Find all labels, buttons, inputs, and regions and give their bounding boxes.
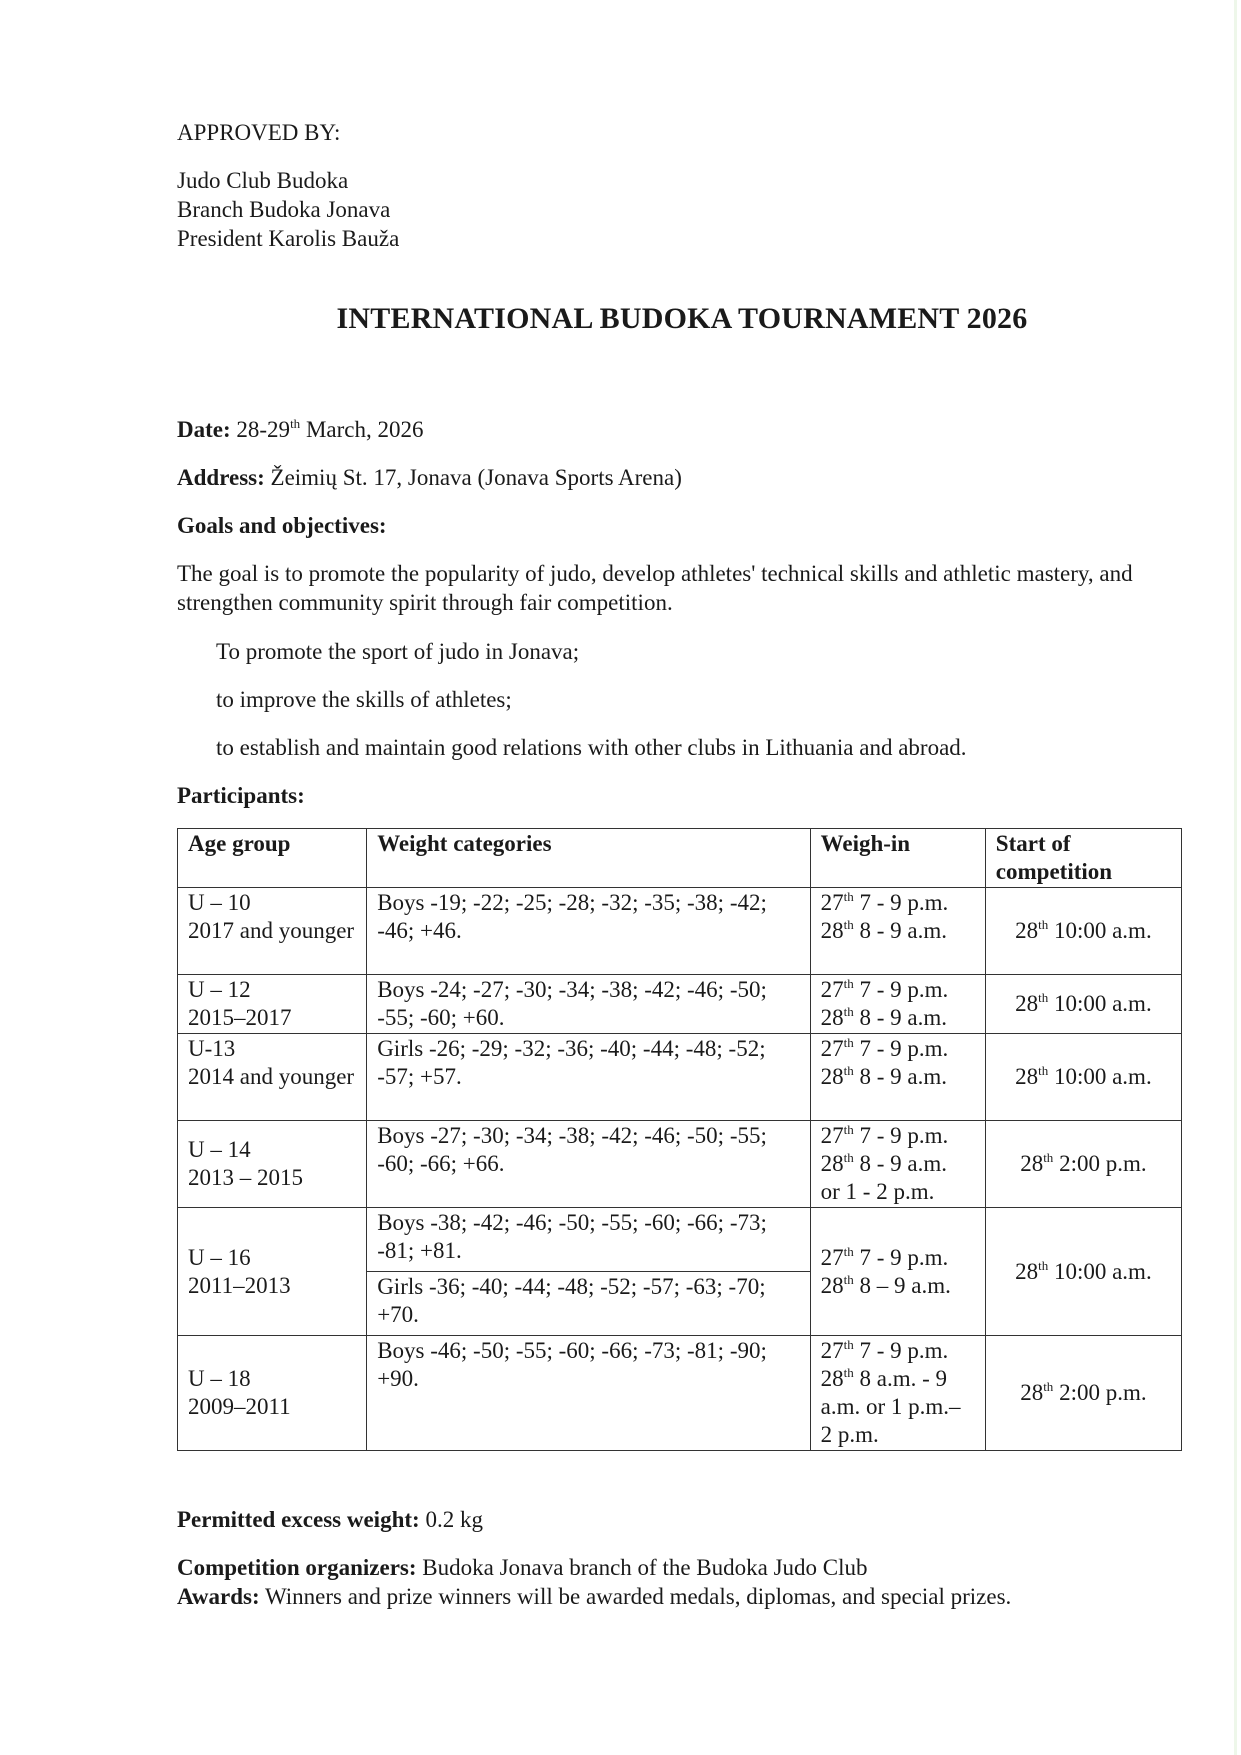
weigh-in-day: 28 <box>820 1151 844 1176</box>
weigh-in-day: 27 <box>820 890 844 915</box>
weigh-in-ordinal: th <box>843 1063 854 1078</box>
weight-categories-cell: Girls -36; -40; -44; -48; -52; -57; -63; -70; +70. <box>367 1272 810 1336</box>
age-group-cell <box>178 975 367 1034</box>
weigh-in-time: 8 - 9 a.m. <box>853 1064 948 1089</box>
start-ordinal: th <box>1038 990 1049 1005</box>
weigh-in-time: 7 - 9 p.m. <box>853 1123 949 1148</box>
address-label: Address: <box>177 465 265 490</box>
organizers-line <box>177 1553 868 1582</box>
table-row <box>178 888 1182 975</box>
signatory-branch: Branch Budoka Jonava <box>177 197 391 222</box>
weigh-in-cell <box>810 975 985 1034</box>
table-row <box>178 1336 1182 1451</box>
age-group-cell <box>178 1034 367 1121</box>
start-ordinal: th <box>1043 1150 1054 1165</box>
age-group-cell <box>178 888 367 975</box>
address-line <box>177 463 682 492</box>
column-header-start: Start of competition <box>985 829 1181 888</box>
awards-line <box>177 1582 1011 1611</box>
weigh-in-time: 7 - 9 p.m. <box>853 1036 949 1061</box>
excess-weight-label: Permitted excess weight: <box>177 1507 420 1532</box>
weigh-in-ordinal: th <box>843 1337 854 1352</box>
weigh-in-time: 8 - 9 a.m. <box>853 1151 948 1176</box>
weigh-in-day: 27 <box>820 1036 844 1061</box>
goals-heading <box>177 511 387 540</box>
start-cell <box>985 1208 1181 1336</box>
weigh-in-cell <box>810 1121 985 1208</box>
start-time: 10:00 a.m. <box>1048 1258 1152 1284</box>
weigh-in-day: 28 <box>820 1005 844 1030</box>
weigh-in-day: 28 <box>820 1064 844 1089</box>
age-group-cell <box>178 1121 367 1208</box>
weigh-in-ordinal: th <box>843 1271 854 1287</box>
start-day: 28 <box>1015 991 1039 1016</box>
organizers-label: Competition organizers: <box>177 1555 417 1580</box>
goals-heading-text: Goals and objectives: <box>177 513 387 538</box>
weigh-in-ordinal: th <box>843 1365 854 1380</box>
excess-weight-line <box>177 1505 483 1534</box>
weigh-in-time: 7 - 9 p.m. <box>853 977 949 1002</box>
weigh-in-day: 28 <box>820 1272 844 1298</box>
date-label: Date: <box>177 417 231 442</box>
weigh-in-slot <box>821 1122 975 1150</box>
weigh-in-time: 8 – 9 a.m. <box>853 1272 951 1298</box>
start-day: 28 <box>1015 1064 1039 1089</box>
weight-categories-cell: Girls -26; -29; -32; -36; -40; -44; -48; -52; -57; +57. <box>367 1034 810 1121</box>
age-group-name: U – 18 <box>188 1366 251 1391</box>
start-ordinal: th <box>1038 1257 1049 1273</box>
start-cell <box>985 1336 1181 1451</box>
weigh-in-ordinal: th <box>843 1004 854 1019</box>
age-group-name: U – 10 <box>188 890 251 915</box>
weigh-in-slot <box>821 917 975 945</box>
approval-signatories <box>177 166 399 253</box>
weigh-in-cell <box>810 1208 985 1336</box>
start-ordinal: th <box>1038 1063 1049 1078</box>
address-value: Žeimių St. 17, Jonava (Jonava Sports Arena) <box>264 465 682 490</box>
start-time: 2:00 p.m. <box>1053 1380 1147 1405</box>
table-header-row <box>178 829 1182 888</box>
weigh-in-slot <box>821 1004 975 1032</box>
weigh-in-ordinal: th <box>843 1035 854 1050</box>
weigh-in-slot <box>821 976 975 1004</box>
excess-weight-value: 0.2 kg <box>419 1507 483 1532</box>
weigh-in-time: 8 - 9 a.m. <box>853 1005 948 1030</box>
page-edge-line <box>1234 0 1237 1755</box>
weight-categories-cell: Boys -24; -27; -30; -34; -38; -42; -46; -50; -55; -60; +60. <box>367 975 810 1034</box>
age-group-years: 2014 and younger <box>188 1064 355 1089</box>
age-group-years: 2017 and younger <box>188 918 355 943</box>
start-ordinal: th <box>1038 917 1049 932</box>
date-day: 28-29 <box>230 417 291 442</box>
column-header-weigh-in: Weigh-in <box>810 829 985 888</box>
weigh-in-day: 28 <box>820 1366 844 1391</box>
weigh-in-ordinal: th <box>843 976 854 991</box>
age-group-cell <box>178 1208 367 1336</box>
weigh-in-ordinal: th <box>843 889 854 904</box>
age-group-name: U – 12 <box>188 977 251 1002</box>
participants-heading <box>177 781 305 810</box>
weigh-in-cell <box>810 1034 985 1121</box>
column-header-age-group: Age group <box>178 829 367 888</box>
weigh-in-day: 27 <box>820 977 844 1002</box>
participants-heading-text: Participants: <box>177 783 305 808</box>
goals-paragraph: The goal is to promote the popularity of judo, develop athletes' technical skills and athletic mastery, and strengthen community spirit through fair competition. <box>177 561 1133 615</box>
weigh-in-day: 28 <box>820 918 844 943</box>
organizers-value: Budoka Jonava branch of the Budoka Judo Club <box>416 1555 868 1580</box>
date-month-year: March, 2026 <box>300 417 424 442</box>
table-body <box>178 888 1182 1451</box>
start-day: 28 <box>1020 1151 1044 1176</box>
weigh-in-slot <box>821 1337 975 1365</box>
weigh-in-slot <box>821 1063 975 1091</box>
date-line <box>177 415 423 444</box>
age-group-years: 2011–2013 <box>188 1272 291 1298</box>
weigh-in-cell <box>810 1336 985 1451</box>
document-title: INTERNATIONAL BUDOKA TOURNAMENT 2026 <box>336 302 1028 335</box>
weigh-in-time: 7 - 9 p.m. <box>853 1244 949 1270</box>
goal-item: to establish and maintain good relations with other clubs in Lithuania and abroad. <box>216 735 967 760</box>
weigh-in-ordinal: th <box>843 917 854 932</box>
goal-item: to improve the skills of athletes; <box>216 687 512 712</box>
table-row <box>178 1121 1182 1208</box>
start-cell <box>985 975 1181 1034</box>
participants-table <box>177 828 1182 1451</box>
weigh-in-ordinal: th <box>843 1122 854 1137</box>
weigh-in-ordinal: th <box>843 1150 854 1165</box>
start-time: 2:00 p.m. <box>1053 1151 1147 1176</box>
awards-value: Winners and prize winners will be awarded medals, diplomas, and special prizes. <box>259 1584 1012 1609</box>
signatory-president: President Karolis Bauža <box>177 226 400 251</box>
weight-categories-cell: Boys -27; -30; -34; -38; -42; -46; -50; -55; -60; -66; +66. <box>367 1121 810 1208</box>
column-header-weight-categories: Weight categories <box>367 829 810 888</box>
start-time: 10:00 a.m. <box>1048 1064 1152 1089</box>
age-group-cell <box>178 1336 367 1451</box>
start-time: 10:00 a.m. <box>1048 991 1152 1016</box>
start-time: 10:00 a.m. <box>1048 918 1152 943</box>
weigh-in-slot <box>821 1244 975 1272</box>
weigh-in-ordinal: th <box>843 1243 854 1259</box>
weigh-in-slot <box>821 1178 975 1206</box>
weigh-in-slot <box>821 1150 975 1178</box>
table-row <box>178 975 1182 1034</box>
age-group-name: U-13 <box>188 1036 236 1061</box>
age-group-name: U – 16 <box>188 1244 251 1270</box>
age-group-years: 2009–2011 <box>188 1394 291 1419</box>
start-cell <box>985 888 1181 975</box>
weigh-in-time: 7 - 9 p.m. <box>853 890 949 915</box>
weigh-in-cell <box>810 888 985 975</box>
start-ordinal: th <box>1043 1379 1054 1394</box>
weigh-in-slot <box>821 1272 975 1300</box>
weight-categories-cell: Boys -19; -22; -25; -28; -32; -35; -38; -42; -46; +46. <box>367 888 810 975</box>
weigh-in-time: 8 a.m. - 9 a.m. or 1 p.m.– 2 p.m. <box>820 1366 961 1447</box>
age-group-years: 2013 – 2015 <box>188 1165 303 1190</box>
weigh-in-time: 7 - 9 p.m. <box>853 1338 949 1363</box>
approved-by-label: APPROVED BY: <box>177 120 341 145</box>
age-group-name: U – 14 <box>188 1137 251 1162</box>
weigh-in-day: 27 <box>820 1244 844 1270</box>
weigh-in-slot <box>821 889 975 917</box>
goal-item: To promote the sport of judo in Jonava; <box>216 639 580 664</box>
date-ordinal: th <box>290 416 301 431</box>
weigh-in-slot <box>821 1035 975 1063</box>
table-row <box>178 1034 1182 1121</box>
weigh-in-day: 27 <box>820 1338 844 1363</box>
weigh-in-time: 8 - 9 a.m. <box>853 918 948 943</box>
weight-categories-cell: Boys -46; -50; -55; -60; -66; -73; -81; -90; +90. <box>367 1336 810 1451</box>
weigh-in-day: 27 <box>820 1123 844 1148</box>
weigh-in-slot <box>821 1365 975 1449</box>
start-cell <box>985 1121 1181 1208</box>
weigh-in-time: or 1 - 2 p.m. <box>820 1179 935 1204</box>
weight-categories-cell: Boys -38; -42; -46; -50; -55; -60; -66; -73; -81; +81. <box>367 1208 810 1272</box>
awards-label: Awards: <box>177 1584 260 1609</box>
start-day: 28 <box>1015 918 1039 943</box>
start-day: 28 <box>1020 1380 1044 1405</box>
age-group-years: 2015–2017 <box>188 1005 292 1030</box>
table-row <box>178 1208 1182 1272</box>
start-cell <box>985 1034 1181 1121</box>
signatory-club: Judo Club Budoka <box>177 168 349 193</box>
start-day: 28 <box>1015 1258 1039 1284</box>
